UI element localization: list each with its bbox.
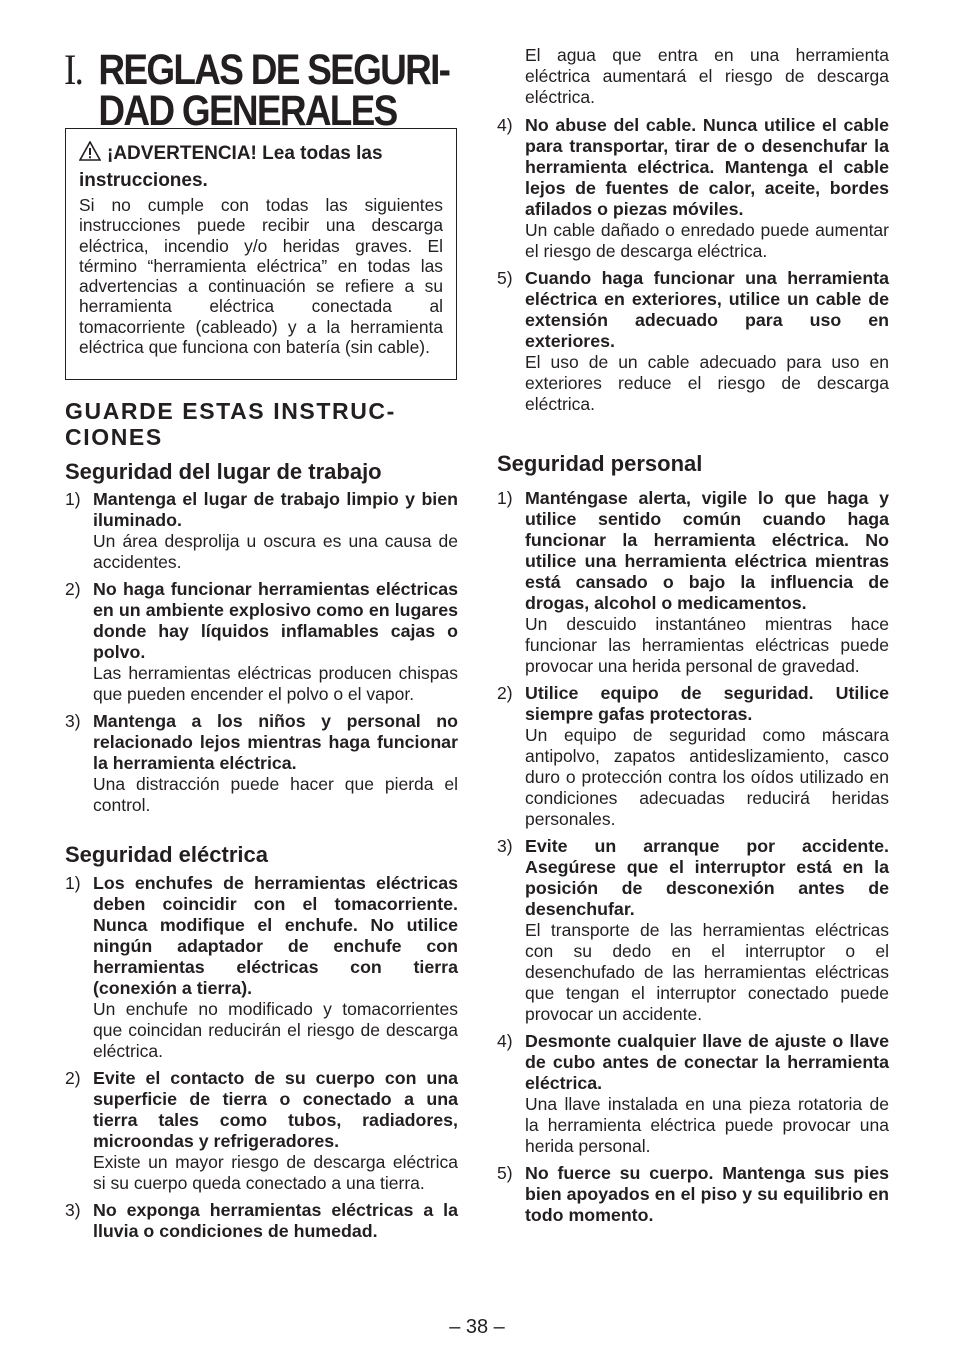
- warning-heading-row: [79, 141, 443, 193]
- item-rule: No abuse del cable. Nunca utilice el cable para transportar, tirar de o desenchufar la herramienta eléctrica. Mantenga el cable lejos de fuentes de calor, aceite, bordes afilados o piezas móviles.: [525, 115, 889, 219]
- list-item: [65, 489, 458, 573]
- personal-heading: Seguridad personal: [497, 451, 703, 476]
- work-area-heading: Seguridad del lugar de trabajo: [65, 459, 382, 484]
- list-item: [497, 836, 889, 1025]
- item-explanation: Existe un mayor riesgo de descarga eléctrica si su cuerpo queda conectado a una tierra.: [93, 1152, 458, 1193]
- item-number: 2): [65, 1068, 81, 1088]
- list-item: [497, 488, 889, 677]
- list-item: [497, 268, 889, 415]
- list-item: [497, 115, 889, 262]
- item-number: 3): [497, 836, 513, 856]
- item-explanation: Un cable dañado o enredado puede aumentar el riesgo de descarga eléctrica.: [525, 220, 889, 261]
- item-rule: Mantenga el lugar de trabajo limpio y bien iluminado.: [93, 489, 458, 530]
- item-number: 3): [65, 711, 81, 731]
- warning-box: [65, 128, 457, 380]
- item-rule: No haga funcionar herramientas eléctricas en un ambiente explosivo como en lugares donde hay líquidos inflamables cajas o polvo.: [93, 579, 458, 662]
- electrical-item-3-text: El agua que entra en una herramienta eléctrica aumentará el riesgo de descarga eléctrica.: [525, 45, 889, 107]
- section-number: I.: [64, 47, 83, 94]
- item-rule: No exponga herramientas eléctricas a la lluvia o condiciones de humedad.: [93, 1200, 458, 1241]
- item-explanation: El transporte de las herramientas eléctricas con su dedo en el interruptor o el desenchufado de las herramientas eléctricas que tengan el interruptor conectado puede provocar un accidente.: [525, 920, 889, 1024]
- item-explanation: Un enchufe no modificado y tomacorrientes que coincidan reducirán el riesgo de descarga eléctrica.: [93, 999, 458, 1061]
- item-rule: Utilice equipo de seguridad. Utilice siempre gafas protectoras.: [525, 683, 889, 724]
- item-number: 5): [497, 268, 513, 288]
- item-number: 1): [497, 488, 513, 508]
- warning-body: Si no cumple con todas las siguientes instrucciones puede recibir una descarga eléctrica, incendio y/o heridas graves. El término “herramienta eléctrica” en todas las advertencias a continuación se refiere a su herramienta eléctrica conectada al tomacorriente (cableado) y a la herramienta eléctrica que funciona con batería (sin cable).: [79, 195, 443, 358]
- page-title: [64, 46, 450, 135]
- item-explanation: Un descuido instantáneo mientras hace funcionar las herramientas eléctricas puede provocar una herida personal de gravedad.: [525, 614, 889, 676]
- item-number: 4): [497, 1031, 513, 1051]
- item-number: 5): [497, 1163, 513, 1183]
- item-number: 2): [65, 579, 81, 599]
- list-item: [497, 683, 889, 830]
- warning-icon: [79, 141, 101, 168]
- item-explanation: El uso de un cable adecuado para uso en exteriores reduce el riesgo de descarga eléctrica.: [525, 352, 889, 414]
- list-item: [497, 1163, 889, 1226]
- item-explanation: Un equipo de seguridad como máscara antipolvo, zapatos antideslizamiento, casco duro o protección contra los oídos utilizado en condiciones adecuadas reducirá heridas personales.: [525, 725, 889, 829]
- item-explanation: Una distracción puede hacer que pierda el control.: [93, 774, 458, 815]
- page-number: – 38 –: [449, 1316, 505, 1338]
- item-rule: Los enchufes de herramientas eléctricas deben coincidir con el tomacorriente. Nunca modifique el enchufe. No utilice ningún adaptador de enchufe con herramientas eléctricas con tierra (conexión a tierra).: [93, 873, 458, 998]
- work-area-list: [65, 489, 458, 822]
- title-line-1: REGLAS DE SEGURI-: [98, 46, 450, 94]
- item-number: 3): [65, 1200, 81, 1220]
- list-item: [497, 1031, 889, 1157]
- save-instructions-heading: GUARDE ESTAS INSTRUC-CIONES: [65, 398, 396, 450]
- electrical-heading: Seguridad eléctrica: [65, 842, 268, 867]
- electrical-list-continued: [497, 115, 889, 421]
- item-rule: Evite un arranque por accidente. Asegúrese que el interruptor está en la posición de desconexión antes de desenchufar.: [525, 836, 889, 919]
- item-number: 1): [65, 489, 81, 509]
- item-explanation: Una llave instalada en una pieza rotatoria de la herramienta eléctrica puede provocar una herida personal.: [525, 1094, 889, 1156]
- item-explanation: Las herramientas eléctricas producen chispas que pueden encender el polvo o el vapor.: [93, 663, 458, 704]
- warning-heading: ¡ADVERTENCIA! Lea todas las instrucciones.: [79, 143, 383, 191]
- item-rule: Manténgase alerta, vigile lo que haga y utilice sentido común cuando haga funcionar la herramienta eléctrica. No utilice una herramienta eléctrica mientras está cansado o bajo la influencia de drogas, alcohol o medicamentos.: [525, 488, 889, 613]
- personal-list: [497, 488, 889, 1232]
- item-explanation: Un área desprolija u oscura es una causa de accidentes.: [93, 531, 458, 572]
- item-number: 1): [65, 873, 81, 893]
- item-rule: No fuerce su cuerpo. Mantenga sus pies bien apoyados en el piso y su equilibrio en todo momento.: [525, 1163, 889, 1225]
- list-item: [65, 873, 458, 1062]
- list-item: [65, 1068, 458, 1194]
- list-item: [65, 711, 458, 816]
- item-number: 2): [497, 683, 513, 703]
- item-rule: Desmonte cualquier llave de ajuste o llave de cubo antes de conectar la herramienta eléctrica.: [525, 1031, 889, 1093]
- item-number: 4): [497, 115, 513, 135]
- item-rule: Mantenga a los niños y personal no relacionado lejos mientras haga funcionar la herramienta eléctrica.: [93, 711, 458, 773]
- title-line-2: DAD GENERALES: [98, 87, 397, 135]
- item-rule: Evite el contacto de su cuerpo con una superficie de tierra o conectado a una tierra tales como tubos, radiadores, microondas y refrigeradores.: [93, 1068, 458, 1151]
- list-item: [65, 1200, 458, 1242]
- electrical-list: [65, 873, 458, 1248]
- list-item: [65, 579, 458, 705]
- item-rule: Cuando haga funcionar una herramienta eléctrica en exteriores, utilice un cable de extensión adecuado para uso en exteriores.: [525, 268, 889, 351]
